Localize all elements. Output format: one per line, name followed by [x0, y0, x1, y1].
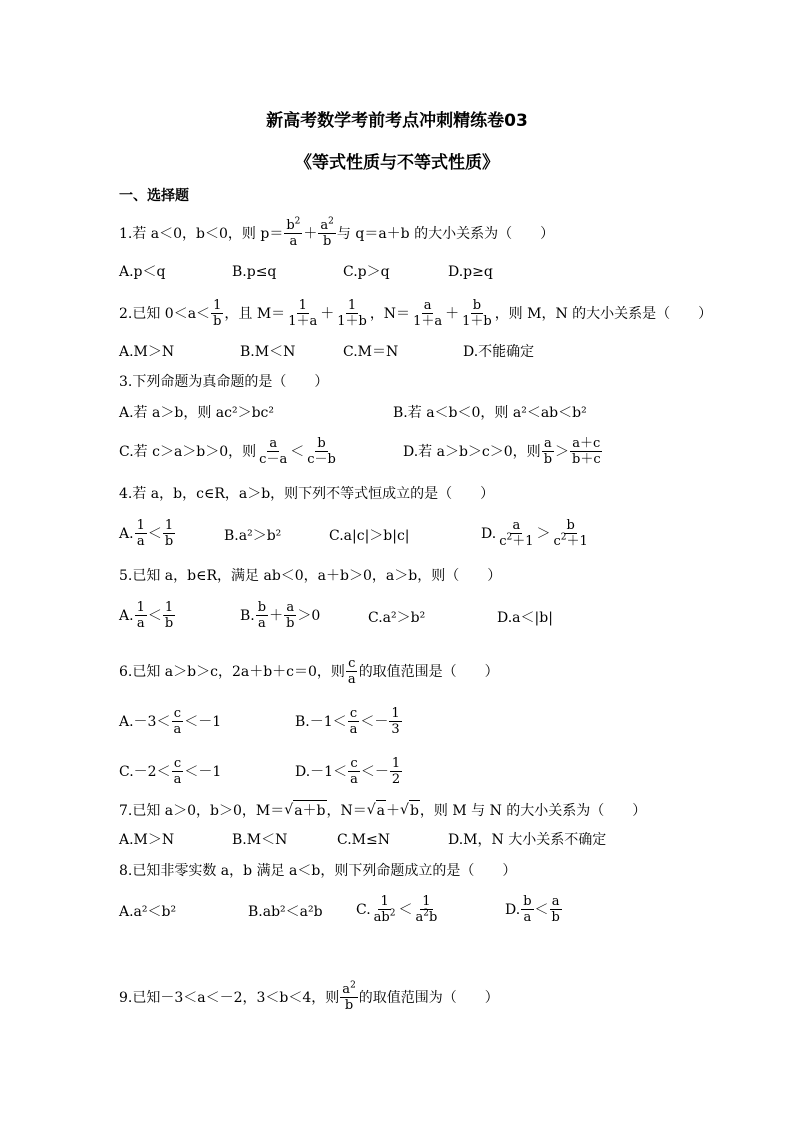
fraction: $\frac{c}{a}$	[347, 656, 356, 687]
fraction: $\frac{a+c}{b+c}$	[572, 436, 601, 467]
option-a[interactable]: A.a²＜b²	[119, 904, 177, 920]
fraction: $\frac{a}{b}$	[543, 436, 553, 467]
option-c[interactable]: C.若 c＞a＞b＞0，则 $\frac{a}{c-a}$ ＜ $\frac{b}{c-b}$	[119, 436, 336, 467]
question-9	[119, 982, 499, 1013]
page-subtitle: 《等式性质与不等式性质》	[295, 153, 499, 173]
fraction: $\frac{a}{1+a}$	[413, 298, 443, 329]
fraction: $\frac{b}{a}$	[523, 894, 532, 925]
option-b[interactable]: B.若 a＜b＜0，则 a²＜ab＜b²	[393, 405, 587, 421]
option-d[interactable]: D.不能确定	[463, 344, 535, 360]
fraction: $\frac{1}{b}$	[164, 600, 174, 631]
sqrt: √ a＋b	[284, 802, 326, 819]
question-8: 8.已知非零实数 a，b 满足 a＜b，则下列命题成立的是（ ）	[119, 863, 517, 879]
question-7-text: 7.已知 a＞0，b＞0，M＝	[119, 802, 285, 819]
option-c[interactable]: C.－2＜ $\frac{c}{a}$ ＜－1	[119, 756, 222, 787]
option-b[interactable]: B.－1＜ $\frac{c}{a}$ ＜－ $\frac{1}{3}$	[295, 706, 400, 737]
option-d[interactable]: D.若 a＞b＞c＞0，则 $\frac{a}{b}$ ＞ $\frac{a+c}{b+c}$	[403, 436, 601, 467]
option-a[interactable]: A.p＜q	[119, 264, 166, 280]
sqrt: √ a	[366, 802, 386, 819]
option-a[interactable]: A. $\frac{1}{a}$ ＜ $\frac{1}{b}$	[119, 518, 174, 549]
question-4: 4.若 a，b，c∈R，a＞b，则下列不等式恒成立的是（ ）	[119, 486, 495, 502]
question-2-text: 2.已知 0＜a＜	[119, 305, 211, 322]
option-b[interactable]: B.ab²＜a²b	[248, 904, 323, 920]
option-c[interactable]: C.a|c|＞b|c|	[329, 528, 410, 544]
fraction: $\frac{1}{a}$	[136, 518, 145, 549]
option-a[interactable]: A.M＞N	[119, 832, 175, 848]
question-1-text-end: 与 q＝a＋b 的大小关系为（ ）	[336, 225, 555, 242]
option-a[interactable]: A. $\frac{1}{a}$ ＜ $\frac{1}{b}$	[119, 600, 174, 631]
option-a[interactable]: A.若 a＞b，则 ac²＞bc²	[119, 405, 274, 421]
option-d[interactable]: D.－1＜ $\frac{c}{a}$ ＜－ $\frac{1}{2}$	[295, 756, 401, 787]
option-a[interactable]: A.－3＜ $\frac{c}{a}$ ＜－1	[119, 706, 222, 737]
fraction: $\frac{1}{b}$	[213, 298, 222, 329]
question-2-text-c: ，则 M，N 的大小关系是（ ）	[494, 305, 713, 322]
option-d[interactable]: D.M，N 大小关系不确定	[448, 832, 607, 848]
fraction: $\frac{1}{a}$	[136, 600, 145, 631]
question-5: 5.已知 a，b∈R，满足 ab＜0，a＋b＞0，a＞b，则（ ）	[119, 568, 502, 584]
fraction: $\frac{1}{a^2b}$	[415, 894, 438, 925]
fraction: $\frac{a^2}{b}$	[320, 216, 334, 249]
fraction: $\frac{a}{b}$	[551, 894, 560, 925]
fraction: $\frac{a^2}{b}$	[342, 980, 356, 1013]
option-b[interactable]: B.p≤q	[232, 264, 277, 280]
option-c-text: C.若 c＞a＞b＞0，则	[119, 443, 257, 460]
page-title: 新高考数学考前考点冲刺精练卷03	[266, 111, 528, 131]
fraction: $\frac{1}{ab^2}$	[373, 894, 396, 925]
fraction: $\frac{1}{1+b}$	[337, 298, 367, 329]
sqrt: √ b	[400, 802, 419, 819]
fraction: $\frac{a}{c^2+1}$	[499, 518, 534, 549]
question-7: 7.已知 a＞0，b＞0，M＝ √ a＋b ，N＝ √ a ＋ √ b ，则 M 与 N 的大小关系为（ ）	[119, 802, 647, 819]
option-a[interactable]: A.M＞N	[119, 344, 175, 360]
question-3: 3.下列命题为真命题的是（ ）	[119, 374, 329, 390]
option-b[interactable]: B. $\frac{b}{a}$ ＋ $\frac{a}{b}$ ＞0	[240, 600, 321, 631]
option-c[interactable]: C.M＝N	[343, 344, 399, 360]
option-c[interactable]: C.M≤N	[337, 832, 390, 848]
fraction: $\frac{b}{1+b}$	[462, 298, 492, 329]
fraction: $\frac{1}{b}$	[164, 518, 174, 549]
question-6-text: 6.已知 a＞b＞c，2a＋b＋c＝0，则	[119, 663, 345, 680]
fraction: $\frac{b}{c^2+1}$	[553, 518, 588, 549]
question-2: 2.已知 0＜a＜ $\frac{1}{b}$ ，且 M＝ $\frac{1}{1+a}$ ＋ $\frac{1}{1+b}$ ，N＝ $\frac{a}{1+a}$ ＋ $\frac{b}{1+b}$ ，则 M，N 的大小关系是（ ）	[119, 298, 713, 329]
fraction: $\frac{a}{b}$	[286, 600, 295, 631]
fraction: $\frac{c}{a}$	[173, 756, 182, 787]
question-7-text-mid: ，N＝	[326, 802, 367, 819]
option-d[interactable]: D. $\frac{a}{c^2+1}$ ＞ $\frac{b}{c^2+1}$	[481, 518, 588, 549]
fraction: $\frac{1}{3}$	[391, 706, 400, 737]
option-d[interactable]: D.p≥q	[448, 264, 493, 280]
section-heading: 一、选择题	[119, 188, 189, 204]
question-1: 1.若 a＜0，b＜0，则 p＝ $\frac{b^2}{a}$ ＋ $\frac{a^2}{b}$ 与 q＝a＋b 的大小关系为（ ）	[119, 216, 555, 249]
fraction: $\frac{b}{c-b}$	[307, 436, 336, 467]
question-2-text-a: ，且 M＝	[224, 305, 286, 322]
question-6	[119, 656, 499, 687]
fraction: $\frac{1}{1+a}$	[288, 298, 318, 329]
fraction: $\frac{b^2}{a}$	[286, 216, 301, 249]
fraction: $\frac{c}{a}$	[173, 706, 182, 737]
option-b[interactable]: B.a²＞b²	[224, 528, 282, 544]
fraction: $\frac{1}{2}$	[391, 756, 401, 787]
question-6-text-end: 的取值范围是（ ）	[358, 663, 499, 680]
question-2-text-b: ，N＝	[369, 305, 411, 322]
option-c[interactable]: C.a²＞b²	[368, 610, 426, 626]
question-9-text: 9.已知－3＜a＜－2，3＜b＜4，则	[119, 989, 340, 1006]
option-d[interactable]: D.a＜|b|	[497, 610, 553, 626]
option-c[interactable]: C.p＞q	[343, 264, 390, 280]
fraction: $\frac{b}{a}$	[257, 600, 267, 631]
option-d-text: D.若 a＞b＞c＞0，则	[403, 443, 541, 460]
fraction: $\frac{c}{a}$	[350, 756, 358, 787]
question-7-text-end: ，则 M 与 N 的大小关系为（ ）	[419, 802, 647, 819]
question-1-text: 1.若 a＜0，b＜0，则 p＝	[119, 225, 284, 242]
option-c[interactable]: C. $\frac{1}{ab^2}$ ＜ $\frac{1}{a^2b}$	[356, 894, 438, 925]
question-9-text-end: 的取值范围为（ ）	[358, 989, 499, 1006]
option-b[interactable]: B.M＜N	[232, 832, 288, 848]
fraction: $\frac{a}{c-a}$	[259, 436, 288, 467]
fraction: $\frac{c}{a}$	[349, 706, 358, 737]
option-d[interactable]: D. $\frac{b}{a}$ ＜ $\frac{a}{b}$	[505, 894, 560, 925]
option-b[interactable]: B.M＜N	[240, 344, 296, 360]
